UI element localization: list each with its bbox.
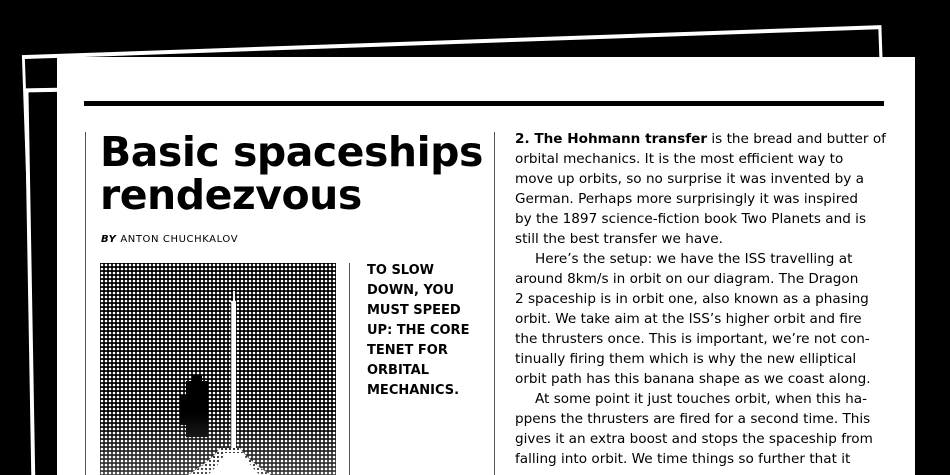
body-line: 2 spaceship is in orbit one, also known as a phasing — [515, 291, 869, 307]
paragraph-2 — [515, 249, 891, 389]
body-line: tinually firing them which is why the new elliptical — [515, 351, 857, 367]
rocket-launch-photo — [100, 263, 336, 475]
body-line: German. Perhaps more surprisingly it was inspired — [515, 191, 858, 207]
headline: Basic spaceships rendezvous — [100, 128, 483, 219]
pullquote-rule — [349, 263, 350, 475]
body-line: orbit. We take aim at the ISS’s higher orbit and fire — [515, 311, 862, 327]
body-line: At some point it just touches orbit, when this ha- — [535, 391, 867, 407]
article-page — [57, 57, 915, 475]
paragraph-3 — [515, 389, 891, 469]
byline — [101, 234, 238, 245]
article-body — [515, 129, 891, 469]
body-line: ppens the thrusters are fired for a second time. This — [515, 411, 871, 427]
left-column-rule — [85, 132, 86, 475]
body-line: around 8km/s in orbit on our diagram. The Dragon — [515, 271, 859, 287]
top-rule — [84, 101, 884, 106]
body-line: falling into orbit. We time things so further that it — [515, 451, 851, 467]
middle-column-rule — [494, 132, 495, 475]
byline-prefix: BY — [101, 234, 117, 245]
byline-author: ANTON CHUCHKALOV — [120, 234, 239, 245]
body-text: is the bread and butter of — [707, 131, 886, 147]
body-line — [515, 129, 891, 149]
body-line: orbit path has this banana shape as we coast along. — [515, 371, 871, 387]
body-line: by the 1897 science-fiction book Two Planets and is — [515, 211, 867, 227]
body-line: move up orbits, so no surprise it was invented by a — [515, 171, 864, 187]
body-line: orbital mechanics. It is the most efficient way to — [515, 151, 844, 167]
body-line: Here’s the setup: we have the ISS travelling at — [535, 251, 853, 267]
paragraph-1 — [515, 129, 891, 249]
section-heading: 2. The Hohmann transfer — [515, 131, 708, 147]
body-line: gives it an extra boost and stops the spaceship from — [515, 431, 873, 447]
body-line: the thrusters once. This is important, we’re not con- — [515, 331, 870, 347]
pull-quote: TO SLOW DOWN, YOU MUST SPEED UP: THE CORE TENET FOR ORBITAL MECHANICS. — [367, 263, 470, 398]
body-line: still the best transfer we have. — [515, 231, 723, 247]
